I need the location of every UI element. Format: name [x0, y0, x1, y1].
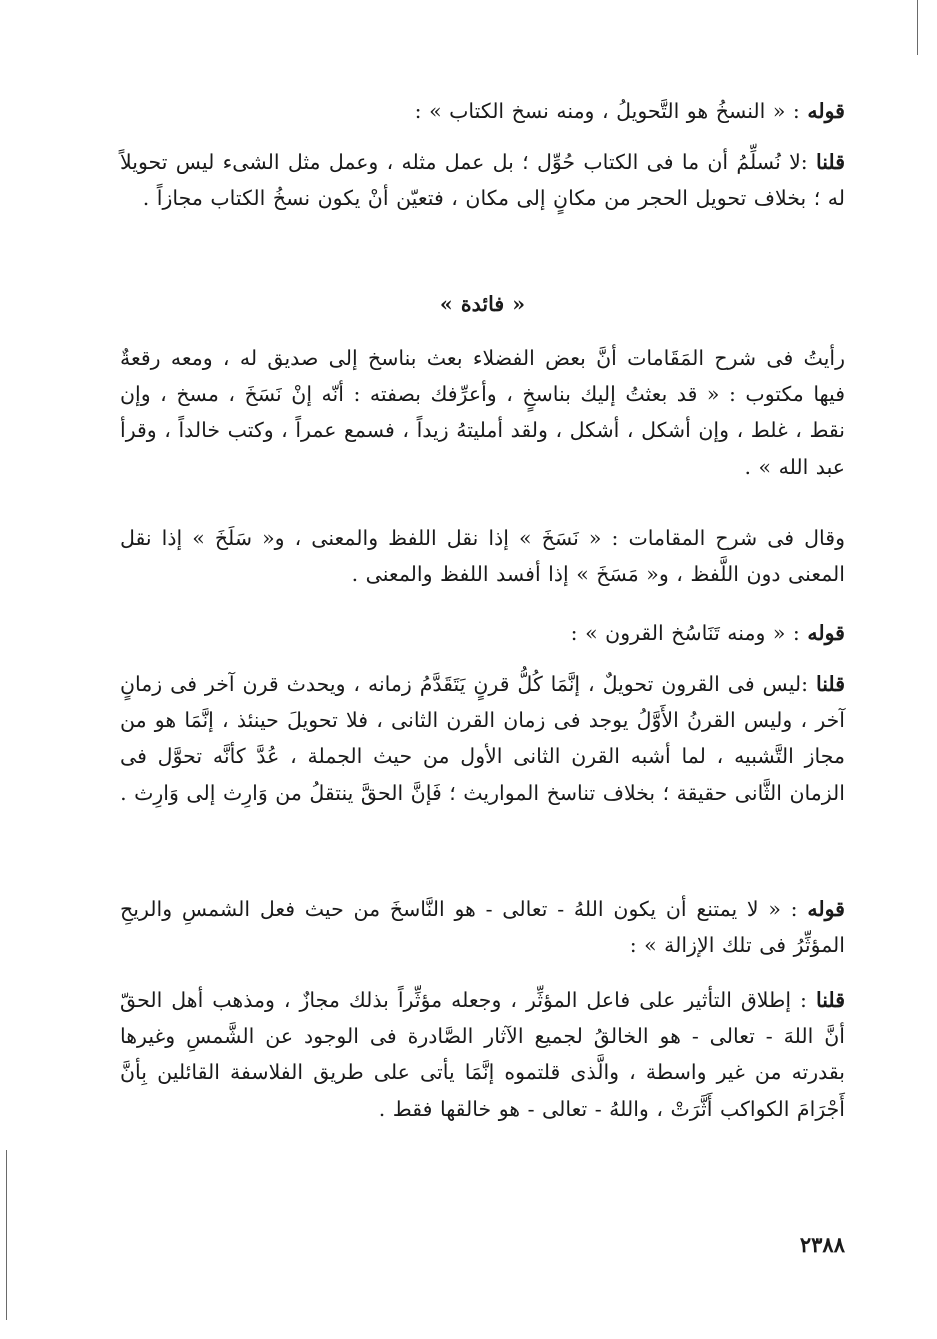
paragraph-lead: قوله — [807, 897, 845, 921]
paragraph-7 — [120, 891, 845, 963]
paragraph-6 — [120, 666, 845, 811]
paragraph-text: : « ومنه تَنَاسُخ القرون » : — [570, 621, 808, 645]
paragraph-8 — [120, 982, 845, 1127]
scan-edge-line — [917, 0, 918, 55]
paragraph-text: : « لا يمتنع أن يكون اللهُ - تعالى - هو النَّاسخَ من حيث فعل الشمسِ والريحِ المؤثِّرُ فى تلك الإزالة » : — [120, 897, 845, 958]
paragraph-lead: قوله — [807, 621, 845, 645]
page-number: ٢٣٨٨ — [799, 1232, 845, 1257]
paragraph-text: :ليس فى القرون تحويلٌ ، إنَّمَا كُلُّ قرنٍ يَتَقَدَّمُ زمانه ، ويحدث قرن آخر فى زمانٍ آخر ، وليس القرنُ الأَوَّلُ يوجد فى زمان القرن الثانى ، فلا تحويلَ حينئذ ، إنَّمَا هو من مجاز التَّشبيه ، لما أشبه القرن الثانى الأول من حيث الجملة ، عُدَّ كأنَّه تحوَّل فى الزمان الثَّانى حقيقة ؛ بخلاف تناسخ المواريث ؛ فَإنَّ الحقَّ ينتقلُ من وَارِث إلى وَارِث . — [120, 672, 845, 805]
paragraph-lead: قلنا — [815, 672, 845, 696]
paragraph-lead: قلنا — [815, 988, 845, 1012]
paragraph-4 — [120, 520, 845, 592]
section-heading — [120, 286, 845, 322]
heading-text: « فائدة » — [439, 292, 526, 316]
paragraph-text: : « النسخُ هو التَّحويلُ ، ومنه نسخ الكتاب » : — [414, 99, 808, 123]
paragraph-2 — [120, 144, 845, 216]
paragraph-text: وقال فى شرح المقامات : « نَسَخَ » إذا نقل اللفظ والمعنى ، و« سَلَخَ » إذا نقل المعنى دون اللَّفظ ، و« مَسَخَ » إذا أفسد اللفظ والمعنى . — [120, 526, 845, 587]
paragraph-text: :لا نُسلِّمُ أن ما فى الكتاب حُوِّل ؛ بل عمل مثله ، وعمل مثل الشىء ليس تحويلاً له ؛ بخلاف تحويل الحجر من مكانٍ إلى مكان ، فتعيّن أنْ يكون نسخُ الكتاب مجازاً . — [120, 150, 845, 211]
paragraph-3 — [120, 340, 845, 485]
paragraph-lead: قوله — [807, 99, 845, 123]
paragraph-lead: قلنا — [815, 150, 845, 174]
paragraph-text: رأيتُ فى شرح المَقَامات أنَّ بعض الفضلاء بعث بناسخ إلى صديق له ، ومعه رقعةٌ فيها مكتوب : « قد بعثتُ إليك بناسخٍ ، وأعرِّفك بصفته : أنّه إنْ نَسَخَ ، مسخ ، وإن نقط ، غلط ، وإن أشكل ، أشكل ، ولقد أمليتهُ زيداً ، فسمع عمراً ، وكتب خالداً ، وقرأ عبد الله » . — [120, 346, 845, 479]
paragraph-text: : إطلاق التأثير على فاعل المؤثِّر ، وجعله مؤثِّراً بذلك مجازٌ ، ومذهب أهل الحقّ أنَّ اللهَ - تعالى - هو الخالقُ لجميع الآثار الصَّادرة فى الوجود عن الشَّمسِ وغيرها بقدرته من غير واسطة ، والَّذى قلتموه إنَّمَا يأتى على طريق الفلاسفة القائلين بِأنَّ أَجْرَامَ الكواكب أَثَّرَتْ ، واللهُ - تعالى - هو خالقها فقط . — [120, 988, 845, 1121]
paragraph-5 — [120, 615, 845, 651]
scan-edge-line — [6, 1150, 7, 1320]
paragraph-1 — [120, 93, 845, 129]
